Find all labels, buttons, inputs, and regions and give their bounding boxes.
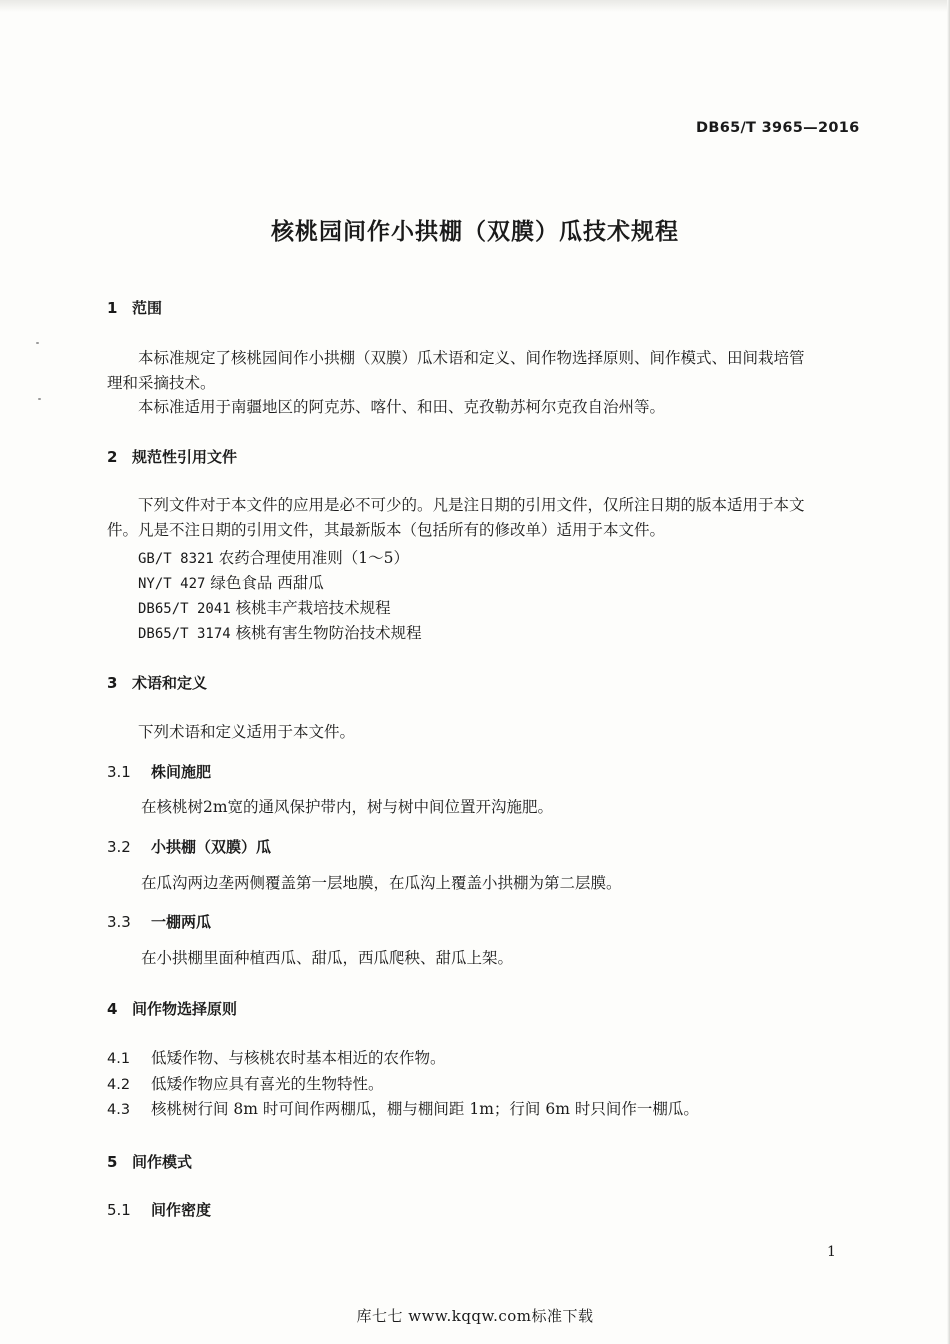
reference-item xyxy=(138,596,391,618)
section-number: 1 xyxy=(107,299,118,317)
item-text: 核桃树行间 8m 时可间作两棚瓜，棚与棚间距 1m；行间 6m 时只间作一棚瓜。 xyxy=(151,1100,699,1118)
standard-code: DB65/T 3965—2016 xyxy=(696,120,860,136)
subsection-title: 间作密度 xyxy=(151,1201,212,1219)
reference-item xyxy=(138,571,324,593)
term-name: 小拱棚（双膜）瓜 xyxy=(151,838,272,856)
section-title: 范围 xyxy=(132,299,163,317)
paragraph-line: 下列术语和定义适用于本文件。 xyxy=(138,723,356,741)
section-title: 间作模式 xyxy=(132,1153,193,1171)
term-heading xyxy=(107,761,211,782)
reference-title: 核桃丰产栽培技术规程 xyxy=(235,599,391,617)
section-title: 规范性引用文件 xyxy=(132,448,238,466)
term-number: 3.1 xyxy=(107,763,131,781)
section-5-heading xyxy=(107,1151,192,1172)
section-2-heading xyxy=(107,446,237,467)
term-name: 一棚两瓜 xyxy=(151,913,212,931)
term-definition: 在小拱棚里面种植西瓜、甜瓜，西瓜爬秧、甜瓜上架。 xyxy=(141,949,514,967)
term-heading xyxy=(107,911,211,932)
term-heading xyxy=(107,836,271,857)
section-title: 术语和定义 xyxy=(132,674,208,692)
term-name: 株间施肥 xyxy=(151,763,212,781)
subsection-heading xyxy=(107,1199,211,1220)
section-4-heading xyxy=(107,998,237,1019)
item-text: 低矮作物、与核桃农时基本相近的农作物。 xyxy=(151,1049,446,1067)
term-definition: 在核桃树2m宽的通风保护带内，树与树中间位置开沟施肥。 xyxy=(141,798,554,816)
paragraph-line: 理和采摘技术。 xyxy=(107,374,216,392)
term-number: 3.3 xyxy=(107,913,131,931)
item-number: 4.3 xyxy=(107,1102,131,1118)
section-number: 4 xyxy=(107,1000,118,1018)
reference-item xyxy=(138,546,409,568)
section-number: 3 xyxy=(107,674,118,692)
list-item xyxy=(107,1097,699,1119)
list-item xyxy=(107,1072,384,1094)
document-title: 核桃园间作小拱棚（双膜）瓜技术规程 xyxy=(271,219,679,245)
scan-speck xyxy=(36,342,39,344)
list-item xyxy=(107,1046,446,1068)
section-number: 5 xyxy=(107,1153,118,1171)
footer-watermark: 库七七 www.kqqw.com标准下载 xyxy=(356,1307,594,1325)
section-number: 2 xyxy=(107,448,118,466)
page-number: 1 xyxy=(827,1244,836,1260)
reference-code: DB65/T 2041 xyxy=(138,601,231,617)
reference-code: DB65/T 3174 xyxy=(138,626,231,642)
section-title: 间作物选择原则 xyxy=(132,1000,238,1018)
term-definition: 在瓜沟两边垄两侧覆盖第一层地膜，在瓜沟上覆盖小拱棚为第二层膜。 xyxy=(141,874,622,892)
scan-speck xyxy=(38,398,41,400)
paragraph-line: 下列文件对于本文件的应用是必不可少的。凡是注日期的引用文件，仅所注日期的版本适用于本文 xyxy=(138,496,805,514)
paragraph-line: 件。凡是不注日期的引用文件，其最新版本（包括所有的修改单）适用于本文件。 xyxy=(107,521,666,539)
item-text: 低矮作物应具有喜光的生物特性。 xyxy=(151,1075,384,1093)
item-number: 4.1 xyxy=(107,1051,131,1067)
reference-title: 核桃有害生物防治技术规程 xyxy=(235,624,422,642)
section-1-heading xyxy=(107,297,162,318)
reference-code: NY/T 427 xyxy=(138,576,206,592)
reference-code: GB/T 8321 xyxy=(138,551,214,567)
reference-title: 绿色食品 西甜瓜 xyxy=(210,574,324,592)
section-3-heading xyxy=(107,672,207,693)
reference-item xyxy=(138,621,422,643)
subsection-number: 5.1 xyxy=(107,1201,131,1219)
scan-edge-top xyxy=(0,0,950,12)
reference-title: 农药合理使用准则（1～5） xyxy=(218,549,410,567)
paragraph-line: 本标准适用于南疆地区的阿克苏、喀什、和田、克孜勒苏柯尔克孜自治州等。 xyxy=(138,398,666,416)
item-number: 4.2 xyxy=(107,1077,131,1093)
term-number: 3.2 xyxy=(107,838,131,856)
paragraph-line: 本标准规定了核桃园间作小拱棚（双膜）瓜术语和定义、间作物选择原则、间作模式、田间栽培管 xyxy=(138,349,805,367)
